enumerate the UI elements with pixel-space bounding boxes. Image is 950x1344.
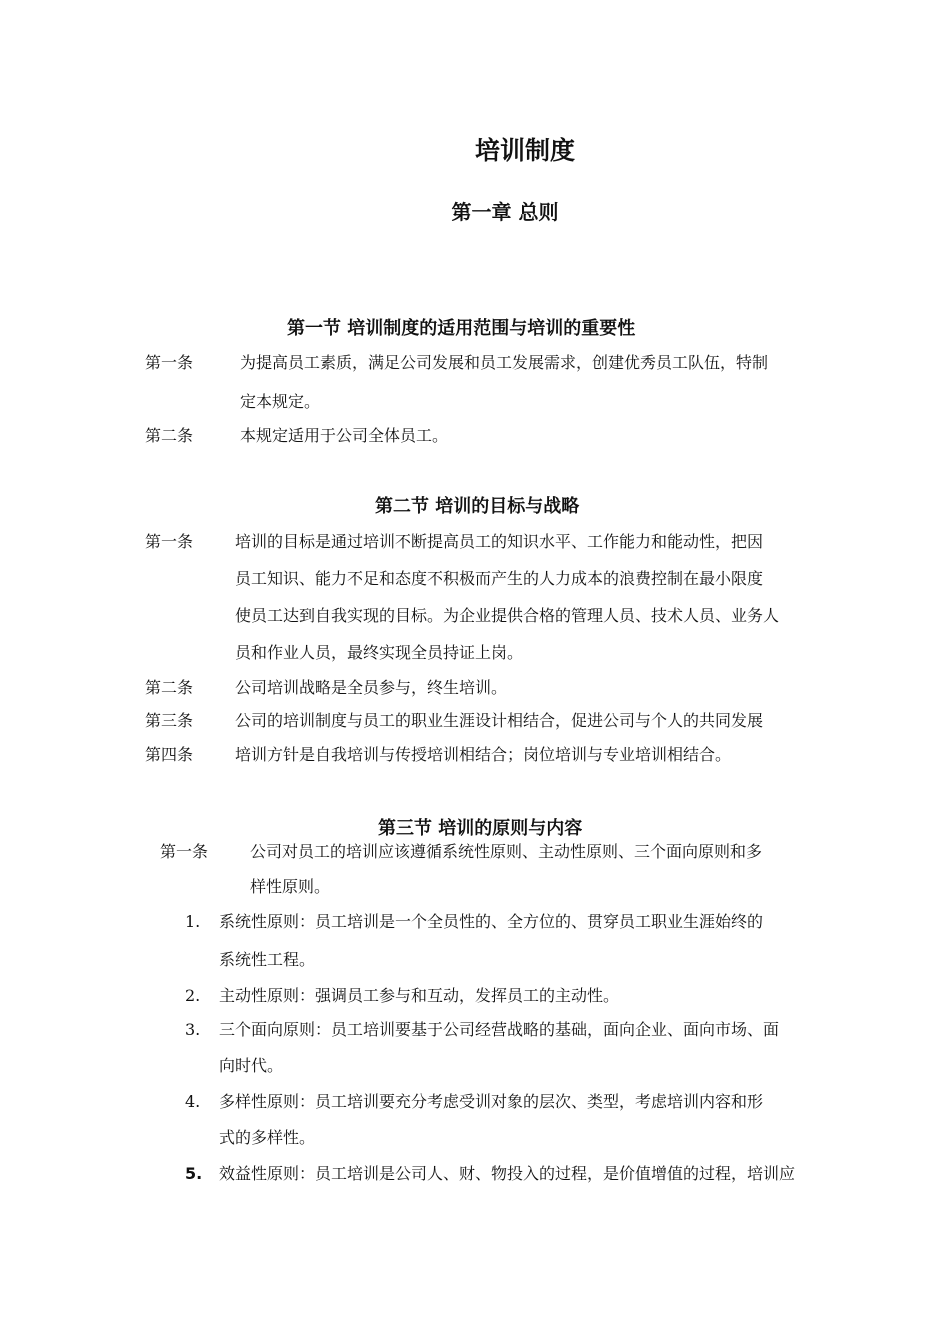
article-label: 第二条 [145, 426, 194, 445]
article-text: 使员工达到自我实现的目标。为企业提供合格的管理人员、技术人员、业务人 [235, 606, 780, 625]
section-2-title: 第二节 培训的目标与战略 [375, 496, 580, 517]
chapter-title: 第一章 总则 [451, 200, 559, 224]
article-label: 第二条 [145, 678, 194, 697]
list-item-text: 主动性原则：强调员工参与和互动，发挥员工的主动性。 [219, 986, 620, 1005]
list-item-number: 3. [185, 1020, 201, 1039]
document-title: 培训制度 [474, 136, 575, 165]
article-text: 员和作业人员，最终实现全员持证上岗。 [235, 643, 524, 662]
article-text: 培训方针是自我培训与传授培训相结合；岗位培训与专业培训相结合。 [235, 745, 732, 764]
article-label: 第一条 [145, 353, 194, 372]
list-item-text: 系统性工程。 [219, 950, 316, 969]
list-item-number: 5. [185, 1164, 203, 1183]
list-item-number: 2. [185, 986, 201, 1005]
list-item-text: 三个面向原则：员工培训要基于公司经营战略的基础，面向企业、面向市场、面 [219, 1020, 780, 1039]
article-label: 第四条 [145, 745, 194, 764]
article-label: 第三条 [145, 711, 194, 730]
list-item-number: 4. [185, 1092, 201, 1111]
list-item-text: 多样性原则：员工培训要充分考虑受训对象的层次、类型，考虑培训内容和形 [219, 1092, 764, 1111]
article-text: 为提高员工素质，满足公司发展和员工发展需求，创建优秀员工队伍，特制 [240, 353, 769, 372]
article-label: 第一条 [160, 842, 209, 861]
list-item-text: 系统性原则：员工培训是一个全员性的、全方位的、贯穿员工职业生涯始终的 [219, 912, 764, 931]
list-item-number: 1. [185, 912, 201, 931]
article-text: 公司培训战略是全员参与，终生培训。 [235, 678, 508, 697]
section-3-title: 第三节 培训的原则与内容 [378, 818, 583, 839]
article-text: 本规定适用于公司全体员工。 [240, 426, 449, 445]
article-text: 定本规定。 [240, 392, 321, 411]
article-text: 样性原则。 [250, 877, 331, 896]
article-label: 第一条 [145, 532, 194, 551]
article-text: 培训的目标是通过培训不断提高员工的知识水平、工作能力和能动性，把因 [235, 532, 764, 551]
article-text: 公司的培训制度与员工的职业生涯设计相结合，促进公司与个人的共同发展 [235, 711, 764, 730]
list-item-text: 式的多样性。 [219, 1128, 316, 1147]
list-item-text: 效益性原则：员工培训是公司人、财、物投入的过程，是价值增值的过程，培训应 [219, 1164, 796, 1183]
article-text: 员工知识、能力不足和态度不积极而产生的人力成本的浪费控制在最小限度 [235, 569, 764, 588]
list-item-text: 向时代。 [219, 1056, 284, 1075]
article-text: 公司对员工的培训应该遵循系统性原则、主动性原则、三个面向原则和多 [250, 842, 763, 861]
section-1-title: 第一节 培训制度的适用范围与培训的重要性 [287, 318, 636, 339]
